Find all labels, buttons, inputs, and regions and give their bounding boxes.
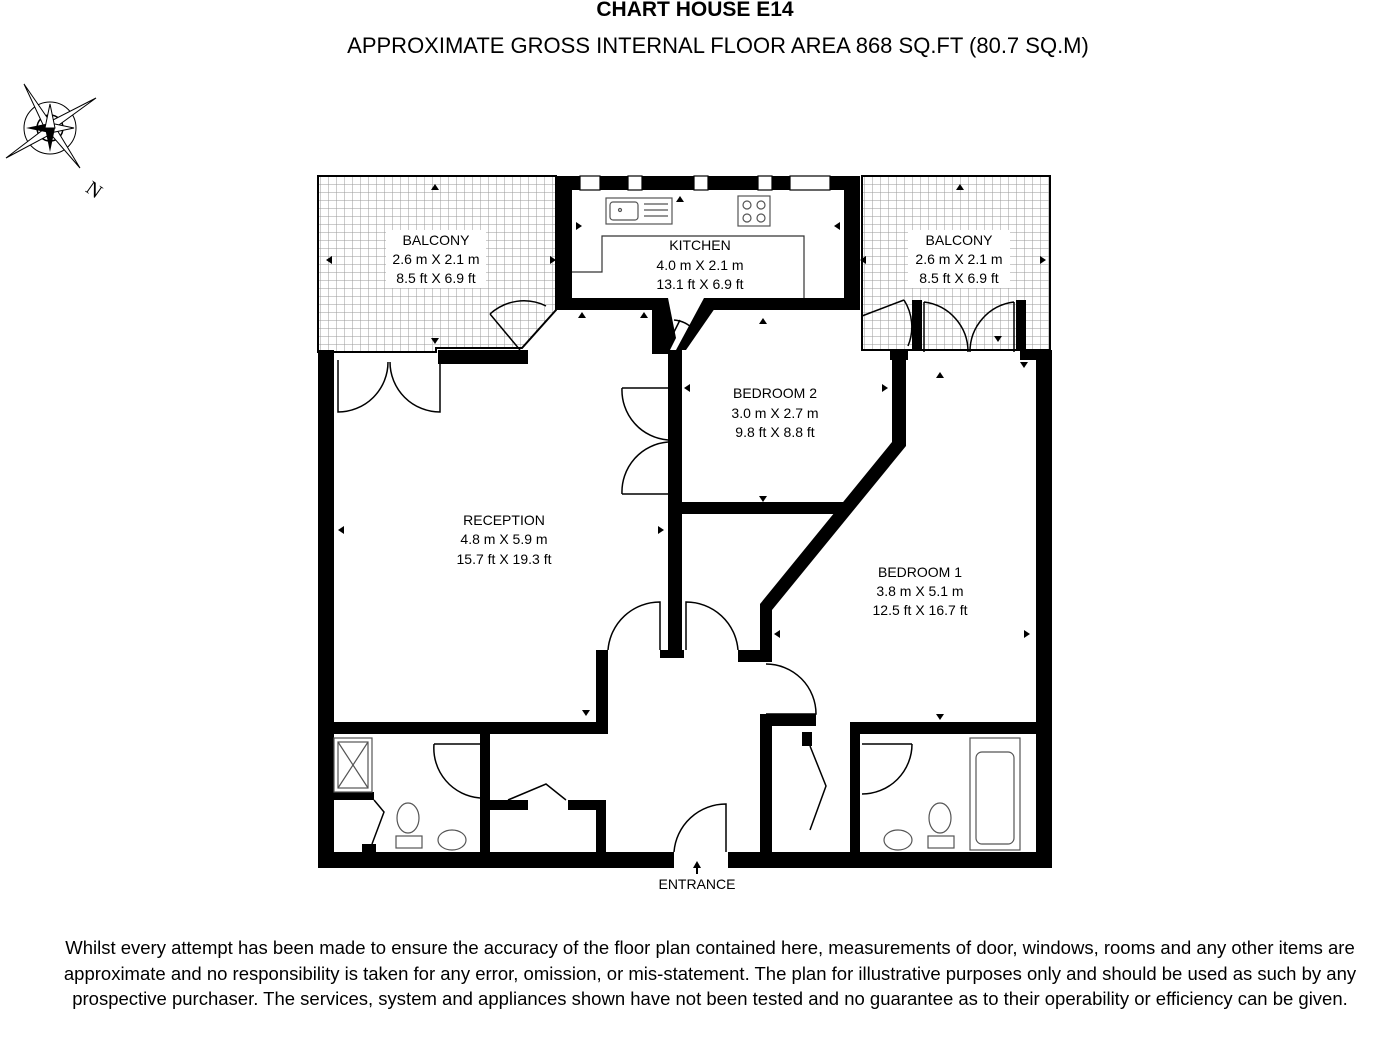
bathroom-fixtures-right <box>884 738 1020 850</box>
room-imperial: 8.5 ft X 6.9 ft <box>396 270 476 286</box>
room-imperial: 8.5 ft X 6.9 ft <box>919 270 999 286</box>
floor-area-subtitle: APPROXIMATE GROSS INTERNAL FLOOR AREA 868 SQ.FT (80.7 SQ.M) <box>347 33 1089 58</box>
hob-icon <box>738 196 770 226</box>
room-imperial: 13.1 ft X 6.9 ft <box>656 276 744 292</box>
room-imperial: 12.5 ft X 16.7 ft <box>872 602 968 618</box>
room-bedroom-2 <box>731 385 818 440</box>
compass-north-label: N <box>81 176 107 204</box>
room-name: BALCONY <box>925 232 993 248</box>
room-name: KITCHEN <box>669 237 731 253</box>
plan-title: CHART HOUSE E14 <box>596 0 794 21</box>
room-name: BALCONY <box>402 232 470 248</box>
room-balcony-left <box>386 230 486 288</box>
room-name: RECEPTION <box>463 512 545 528</box>
room-balcony-right <box>908 230 1010 288</box>
room-kitchen <box>656 237 743 292</box>
room-bedroom-1 <box>873 564 968 618</box>
room-metric: 4.8 m X 5.9 m <box>460 531 548 547</box>
room-imperial: 9.8 ft X 8.8 ft <box>735 424 815 440</box>
room-metric: 3.0 m X 2.7 m <box>731 405 819 421</box>
room-metric: 2.6 m X 2.1 m <box>392 251 480 267</box>
room-reception <box>457 512 552 567</box>
sink-icon <box>606 198 672 224</box>
room-imperial: 15.7 ft X 19.3 ft <box>456 551 552 567</box>
room-metric: 2.6 m X 2.1 m <box>915 251 1003 267</box>
compass-rose-icon <box>6 84 96 168</box>
room-metric: 3.8 m X 5.1 m <box>876 583 964 599</box>
room-name: BEDROOM 1 <box>877 564 963 580</box>
entrance-label: ENTRANCE <box>658 876 736 892</box>
room-name: BEDROOM 2 <box>732 385 818 401</box>
room-metric: 4.0 m X 2.1 m <box>656 257 744 273</box>
disclaimer-text: Whilst every attempt has been made to ensure the accuracy of the floor plan contained here, measurements of door, windows, rooms and any other items are approximate and no responsibility is taken for any error, omission, or mis-statement. The plan for illustrative purposes only and should be used as such by any prospective purchaser. The services, system and appliances shown have not been tested and no guarantee as to their operability or efficiency can be given. <box>63 937 1357 1009</box>
